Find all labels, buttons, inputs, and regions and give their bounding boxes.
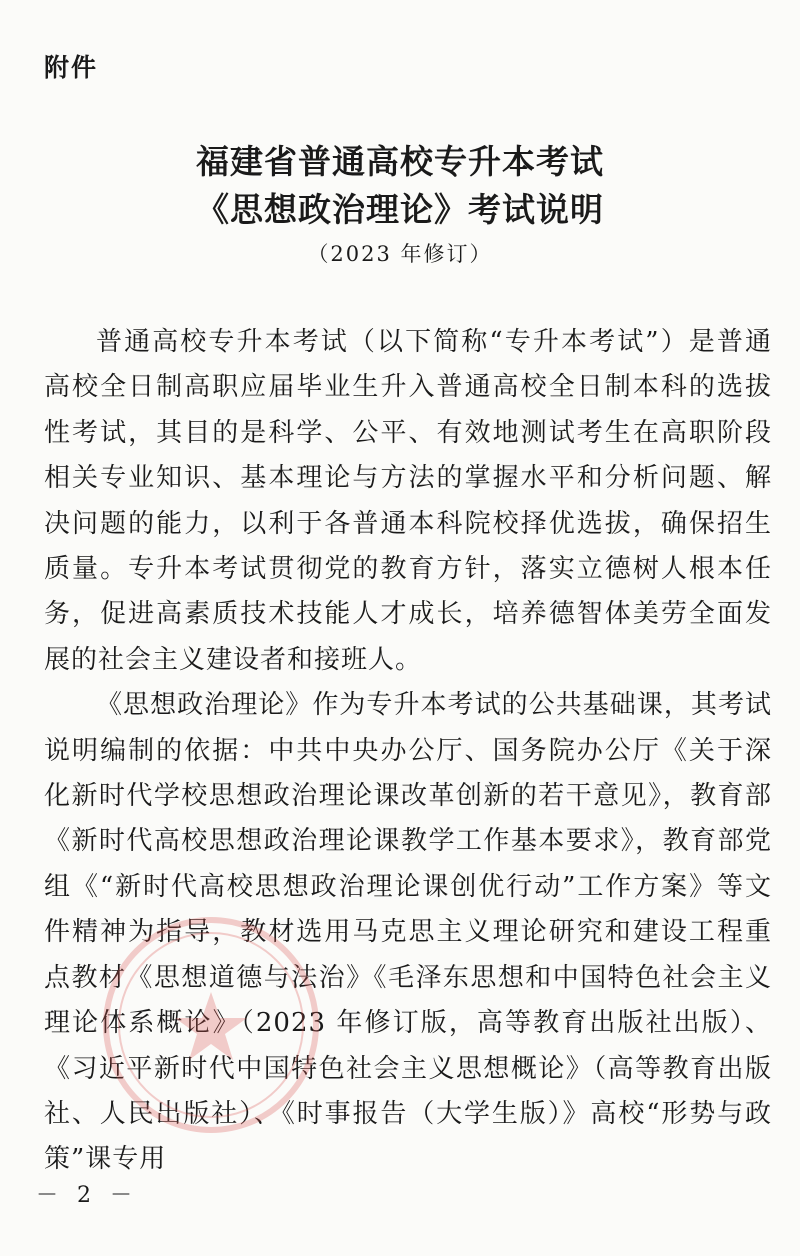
page-number: － 2 － (36, 1183, 138, 1208)
attachment-label: 附件 (44, 53, 99, 82)
document-body (44, 320, 772, 1183)
paragraph-1: 普通高校专升本考试（以下简称“专升本考试”）是普通高校全日制高职应届毕业生升入普通高校全日制本科的选拔性考试，其目的是科学、公平、有效地测试考生在高职阶段相关专业知识、基本理论与方法的掌握水平和分析问题、解决问题的能力，以利于各普通本科院校择优选拔，确保招生质量。专升本考试贯彻党的教育方针，落实立德树人根本任务，促进高素质技术技能人才成长，培养德智体美劳全面发展的社会主义建设者和接班人。 (44, 327, 772, 675)
revision-note: （2023 年修订） (307, 242, 493, 266)
document-title-line-2: 《思想政治理论》考试说明 (196, 190, 604, 229)
paragraph-2: 《思想政治理论》作为专升本考试的公共基础课，其考试说明编制的依据：中共中央办公厅、国务院办公厅《关于深化新时代学校思想政治理论课改革创新的若干意见》，教育部《新时代高校思想政治理论课教学工作基本要求》，教育部党组《“新时代高校思想政治理论课创优行动”工作方案》等文件精神为指导，教材选用马克思主义理论研究和建设工程重点教材《思想道德与法治》《毛泽东思想和中国特色社会主义理论体系概论》（2023 年修订版，高等教育出版社出版）、《习近平新时代中国特色社会主义思想概论》（高等教育出版社、人民出版社）、《时事报告（大学生版）》高校“形势与政策”课专用 (44, 690, 772, 1175)
document-title-line-1: 福建省普通高校专升本考试 (196, 142, 604, 181)
